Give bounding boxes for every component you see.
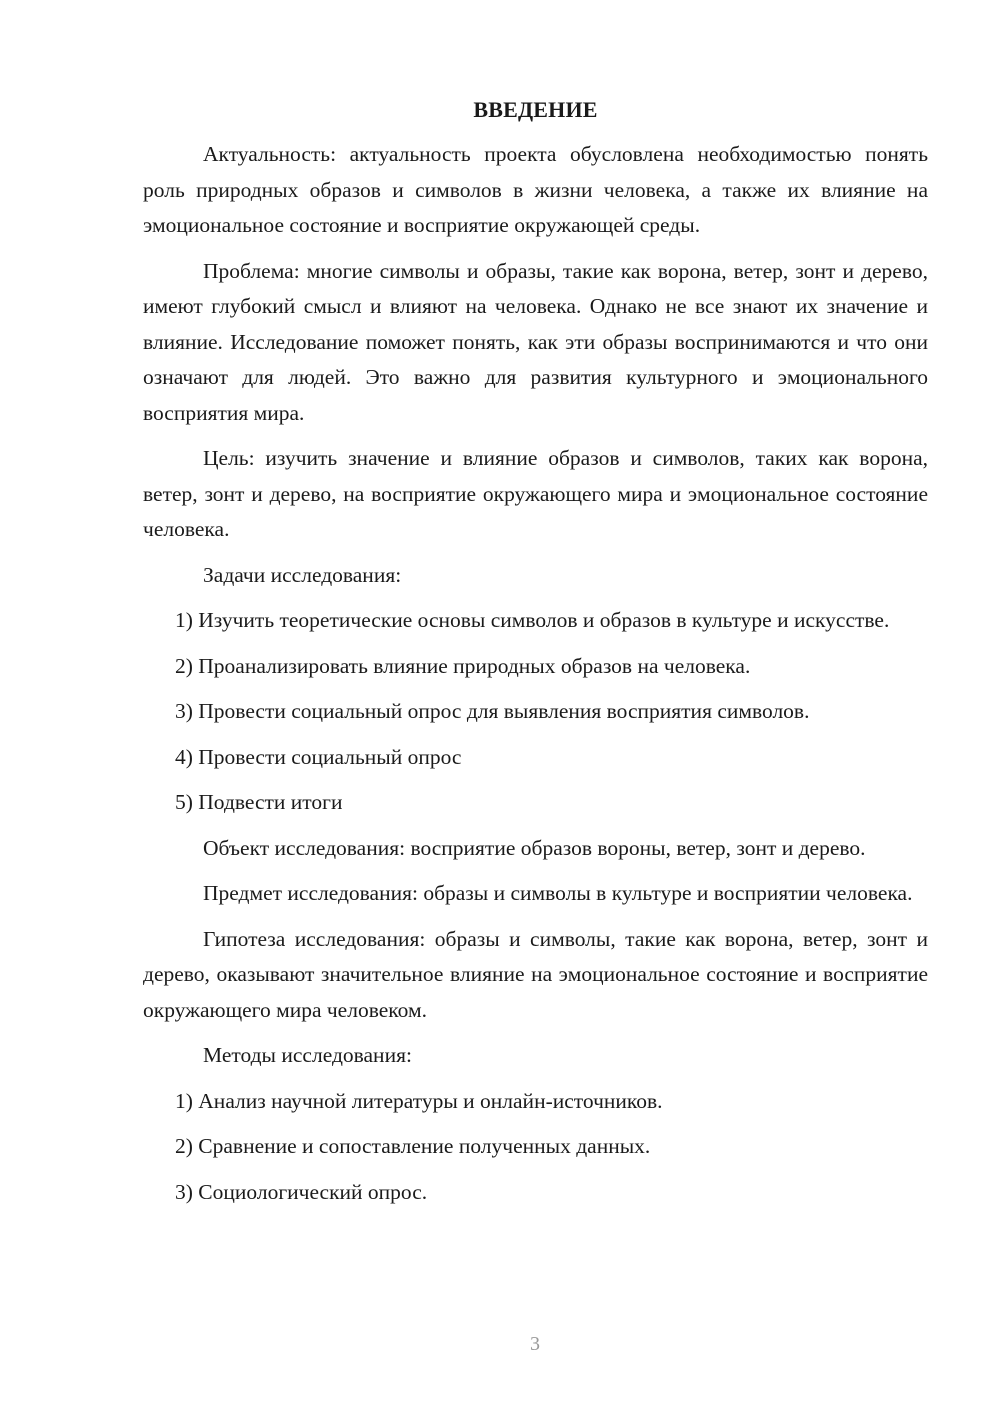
paragraph-relevance: Актуальность: актуальность проекта обусловлена необходимостью понять роль природных образов и символов в жизни человека, а также их влияние на эмоциональное состояние и восприятие окружающей среды. — [143, 142, 928, 237]
task-item-1: 1) Изучить теоретические основы символов и образов в культуре и искусстве. — [175, 608, 890, 632]
task-item-3: 3) Провести социальный опрос для выявления восприятия символов. — [175, 699, 810, 723]
tasks-title: Задачи исследования: — [203, 562, 402, 587]
paragraph-hypothesis: Гипотеза исследования: образы и символы, такие как ворона, ветер, зонт и дерево, оказывают значительное влияние на эмоциональное состояние и восприятие окружающего мира человеком. — [143, 926, 928, 1022]
task-item-4: 4) Провести социальный опрос — [175, 744, 462, 769]
methods-title: Методы исследования: — [203, 1043, 412, 1067]
method-item-2: 2) Сравнение и сопоставление полученных данных. — [175, 1134, 651, 1158]
method-item-3: 3) Социологический опрос. — [175, 1179, 428, 1204]
document-page — [143, 92, 928, 1210]
task-item-5: 5) Подвести итоги — [175, 790, 343, 814]
paragraph-goal: Цель: изучить значение и влияние образов и символов, таких как ворона, ветер, зонт и дерево, на восприятие окружающего мира и эмоциональное состояние человека. — [143, 446, 928, 541]
paragraph-subject: Предмет исследования: образы и символы в культуре и восприятии человека. — [203, 881, 913, 905]
paragraph-object: Объект исследования: восприятие образов вороны, ветер, зонт и дерево. — [203, 835, 866, 860]
page-number: 3 — [530, 1333, 540, 1355]
paragraph-problem: Проблема: многие символы и образы, такие как ворона, ветер, зонт и дерево, имеют глубокий смысл и влияют на человека. Однако не все знают их значение и влияние. Исследование поможет понять, как эти образы воспринимаются и что они означают для людей. Это важно для развития культурного и эмоционального восприятия мира. — [143, 258, 928, 425]
task-item-2: 2) Проанализировать влияние природных образов на человека. — [175, 653, 751, 678]
method-item-1: 1) Анализ научной литературы и онлайн-источников. — [175, 1088, 663, 1113]
section-heading: ВВЕДЕНИЕ — [473, 97, 598, 122]
